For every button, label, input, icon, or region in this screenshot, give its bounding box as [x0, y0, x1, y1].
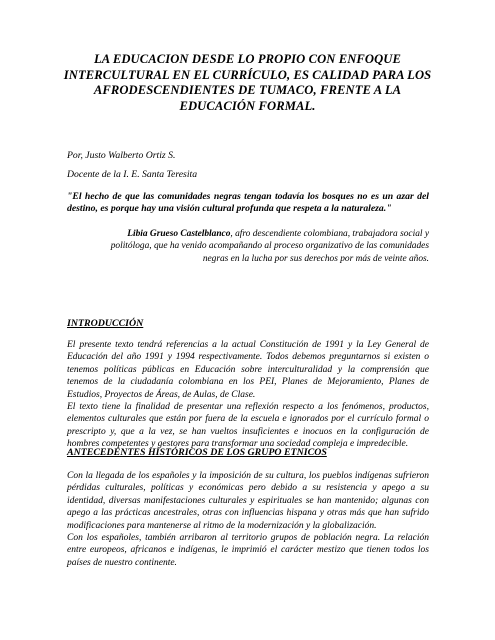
document-title	[60, 52, 435, 114]
epigraph-source-description: , afro descendiente colombiana, trabajadora social y politóloga, que ha venido acompañando al proceso organizativo de las comunidades negras en la lucha por sus derechos por más de veinte años.	[110, 229, 429, 264]
introduccion-paragraph-2: El texto tiene la finalidad de presentar una reflexión respecto a los fenómenos, productos, elementos culturales que están por fuera de la escuela e ignorados por el currículo formal o prescripto y, que a la vez, se han vueltos insuficientes e inocuos en la configuración de hombres competentes y gestores para transformar una sociedad compleja e impredecible.	[67, 402, 429, 450]
title-line-1: LA EDUCACION DESDE LO PROPIO CON ENFOQUE	[94, 52, 401, 66]
section-heading-antecedentes: ANTECEDENTES HISTÓRICOS DE LOS GRUPO ETNICOS	[67, 447, 327, 458]
introduccion-paragraph-1: El presente texto tendrá referencias a la actual Constitución de 1991 y la Ley General de Educación del año 1991 y 1994 respectivamente. Todos debemos preguntarnos si existen o tenemos políticas públicas en Educación sobre interculturalidad y la comprensión que tenemos de la ciudadanía colombiana en los PEI, Planes de Mejoramiento, Planes de Estudios, Proyectos de Áreas, de Aulas, de Clase.	[67, 340, 429, 400]
author-line: Por, Justo Walberto Ortiz S.	[67, 150, 176, 161]
epigraph-quote: "El hecho de que las comunidades negras tengan todavía los bosques no es un azar del destino, es porque hay una visión cultural profunda que respeta a la naturaleza."	[67, 191, 429, 215]
title-line-4: EDUCACIÓN FORMAL.	[179, 98, 316, 113]
antecedentes-body	[67, 470, 429, 569]
epigraph-attribution	[109, 228, 429, 265]
antecedentes-paragraph-2: Con los españoles, también arribaron al territorio grupos de población negra. La relación entre europeos, africanos e indígenas, le imprimió el carácter mestizo que tienen todos los países de nuestro continente.	[67, 533, 429, 568]
author-role: Docente de la I. E. Santa Teresita	[67, 169, 198, 180]
antecedentes-paragraph-1: Con la llegada de los españoles y la imposición de su cultura, los pueblos indígenas sufrieron pérdidas culturales, políticas y económicas pero debido a su resistencia y apego a su identidad, diversas manifestaciones culturales y espirituales se han mantenido; algunas con apego a las prácticas ancestrales, otras con influencias hispana y otras más que han sufrido modificaciones para mantenerse al ritmo de la modernización y la globalización.	[67, 471, 429, 531]
section-heading-introduccion: INTRODUCCIÓN	[67, 318, 144, 329]
introduccion-body	[67, 339, 429, 451]
title-line-3: AFRODESCENDIENTES DE TUMACO, FRENTE A LA	[93, 83, 402, 97]
title-line-2: INTERCULTURAL EN EL CURRÍCULO, ES CALIDAD PARA LOS	[63, 67, 432, 82]
epigraph-source-name: Libia Grueso Castelblanco	[127, 229, 231, 239]
